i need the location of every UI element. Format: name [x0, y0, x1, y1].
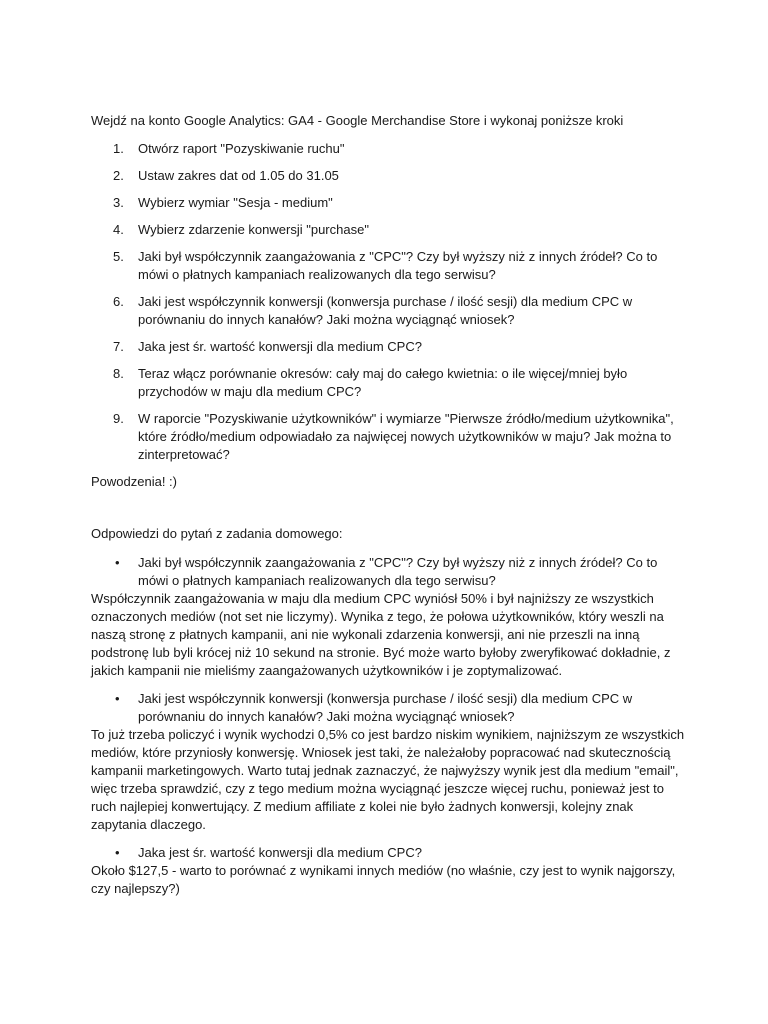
step-number: 8.	[113, 366, 124, 381]
question-item	[91, 844, 691, 862]
step-text: Jaka jest śr. wartość konwersji dla medium CPC?	[138, 339, 422, 354]
step-item	[91, 365, 691, 401]
step-item	[91, 167, 691, 185]
step-text: Otwórz raport "Pozyskiwanie ruchu"	[138, 141, 345, 156]
document-page	[91, 112, 691, 908]
step-item	[91, 140, 691, 158]
step-item	[91, 194, 691, 212]
answer-paragraph: To już trzeba policzyć i wynik wychodzi 0,5% co jest bardzo niskim wynikiem, najniższym ze wszystkich mediów, które przyniosły konwersję. Wniosek jest taki, że należałoby popracować nad skutecznością kampanii marketingowych. Warto tutaj jednak zaznaczyć, że najwyższy wynik jest dla medium "email", więc trzeba sprawdzić, czy z tego medium można wyciągnąć jeszcze więcej ruchu, ponieważ jest to ruch najlepiej konwertujący. Z medium affiliate z kolei nie było żadnych konwersji, kolejny znak zapytania dlaczego.	[91, 727, 685, 832]
step-item	[91, 248, 691, 284]
step-number: 1.	[113, 141, 124, 156]
step-number: 2.	[113, 168, 124, 183]
step-text: W raporcie "Pozyskiwanie użytkowników" i wymiarze "Pierwsze źródło/medium użytkownika", które źródło/medium odpowiadało za najwięcej nowych użytkowników w maju? Jak można to zinterpretować?	[138, 411, 674, 462]
step-number: 3.	[113, 195, 124, 210]
step-text: Jaki był współczynnik zaangażowania z "CPC"? Czy był wyższy niż z innych źródeł? Co to mówi o płatnych kampaniach realizowanych dla tego serwisu?	[138, 249, 658, 282]
step-number: 6.	[113, 294, 124, 309]
step-text: Wybierz wymiar "Sesja - medium"	[138, 195, 333, 210]
question-item	[91, 554, 691, 590]
step-number: 5.	[113, 249, 124, 264]
question-text: Jaka jest śr. wartość konwersji dla medium CPC?	[138, 845, 422, 860]
steps-list	[91, 140, 691, 464]
question-text: Jaki jest współczynnik konwersji (konwersja purchase / ilość sesji) dla medium CPC w porównaniu do innych kanałów? Jaki można wyciągnąć wniosek?	[138, 691, 633, 724]
step-number: 7.	[113, 339, 124, 354]
question-list	[91, 554, 691, 590]
answers-heading: Odpowiedzi do pytań z zadania domowego:	[91, 526, 343, 541]
step-text: Teraz włącz porównanie okresów: cały maj do całego kwietnia: o ile więcej/mniej było przychodów w maju dla medium CPC?	[138, 366, 628, 399]
step-text: Wybierz zdarzenie konwersji "purchase"	[138, 222, 369, 237]
question-list	[91, 690, 691, 726]
question-item	[91, 690, 691, 726]
step-number: 4.	[113, 222, 124, 237]
closing-paragraph: Powodzenia! :)	[91, 474, 177, 489]
question-text: Jaki był współczynnik zaangażowania z "CPC"? Czy był wyższy niż z innych źródeł? Co to mówi o płatnych kampaniach realizowanych dla tego serwisu?	[138, 555, 658, 588]
question-list	[91, 844, 691, 862]
answer-paragraph: Współczynnik zaangażowania w maju dla medium CPC wyniósł 50% i był najniższy ze wszystkich oznaczonych mediów (not set nie liczymy). Wynika z tego, że połowa użytkowników, który weszli na naszą stronę z płatnych kampanii, ani nie wykonali zdarzenia konwersji, ani nie przeszli na inną podstronę lub byli krócej niż 10 sekund na stronie. Być może warto byłoby zweryfikować dokładnie, z jakich kampanii nie mieliśmy zaangażowanych użytkowników i je zoptymalizować.	[91, 591, 671, 678]
step-item	[91, 410, 691, 464]
step-number: 9.	[113, 411, 124, 426]
bullet-icon: •	[115, 691, 120, 706]
step-text: Ustaw zakres dat od 1.05 do 31.05	[138, 168, 339, 183]
step-item	[91, 293, 691, 329]
bullet-icon: •	[115, 845, 120, 860]
step-item	[91, 221, 691, 239]
intro-paragraph: Wejdź na konto Google Analytics: GA4 - Google Merchandise Store i wykonaj poniższe kroki	[91, 113, 624, 128]
bullet-icon: •	[115, 555, 120, 570]
step-item	[91, 338, 691, 356]
answer-paragraph: Około $127,5 - warto to porównać z wynikami innych mediów (no właśnie, czy jest to wynik najgorszy, czy najlepszy?)	[91, 863, 676, 896]
step-text: Jaki jest współczynnik konwersji (konwersja purchase / ilość sesji) dla medium CPC w porównaniu do innych kanałów? Jaki można wyciągnąć wniosek?	[138, 294, 633, 327]
